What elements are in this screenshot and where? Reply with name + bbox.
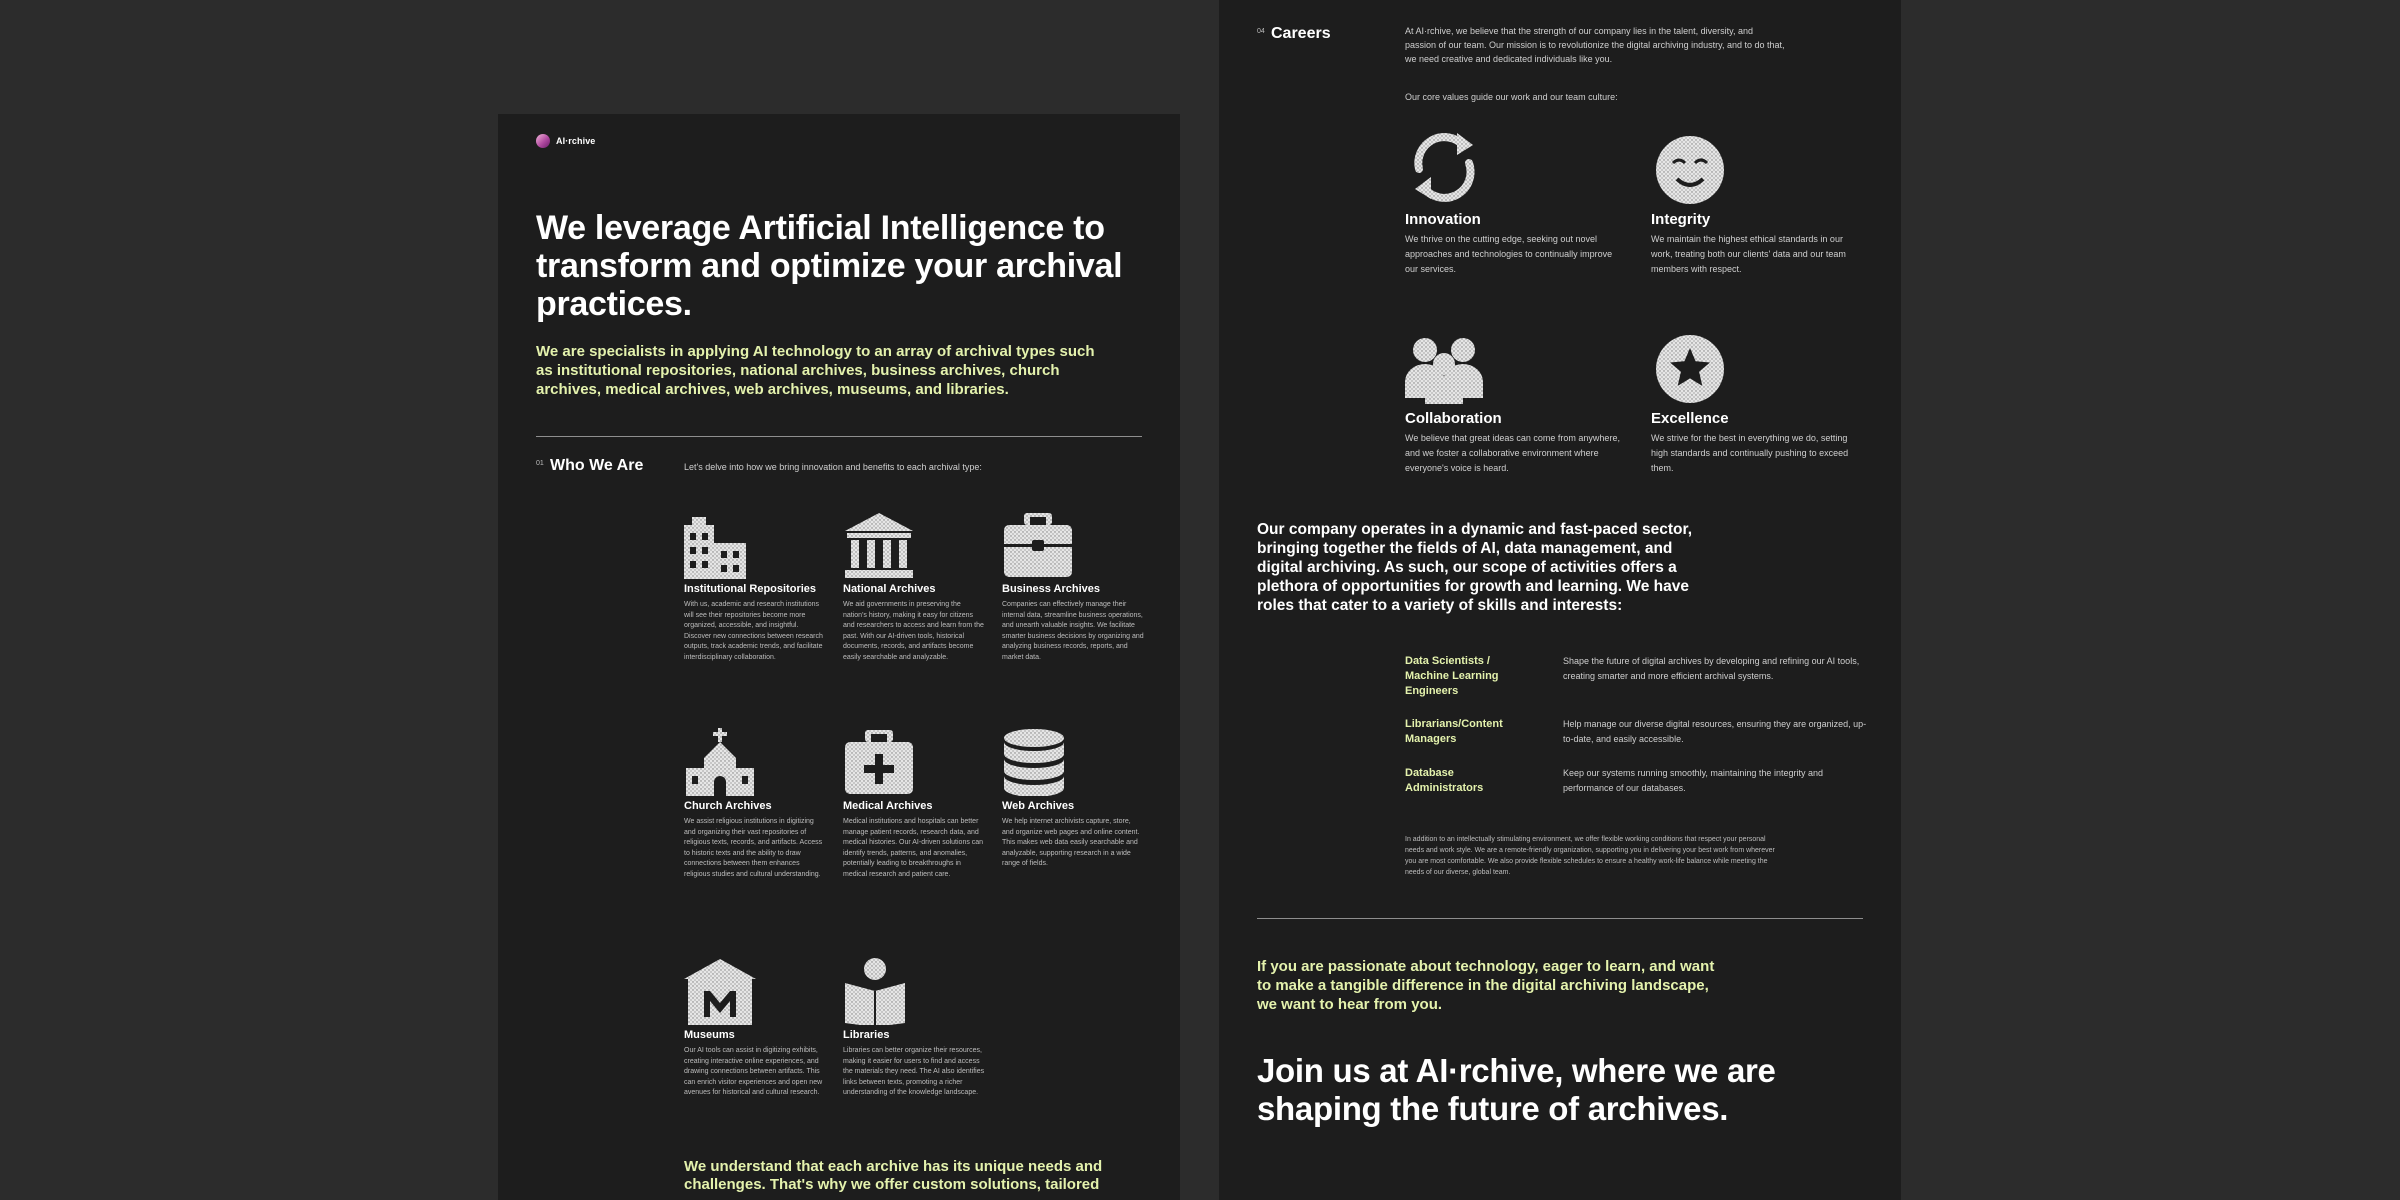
archive-description: With us, academic and research institutions will see their repositories become more organized, accessible, and insightful. Discover new connections between research outputs, track academic trends, and facilitate interdisciplinary collaboration.	[684, 601, 823, 661]
brand-logo[interactable]	[536, 134, 595, 148]
archive-church-archives	[684, 728, 826, 880]
archive-name: Institutional Repositories	[684, 583, 817, 595]
building-icon	[684, 511, 756, 579]
section-title: Careers	[1271, 25, 1331, 42]
cta-title: Join us at AI·rchive, where we are shaping the future of archives.	[1257, 1052, 1776, 1127]
archive-description: We assist religious institutions in digitizing and organizing their vast repositories of religious texts, records, and artifacts. Access to historic texts and the ability to draw connections between them enhances religious studies and cultural understanding.	[684, 818, 823, 878]
value-description: We strive for the best in everything we do, setting high standards and continually pushing to exceed them.	[1651, 433, 1849, 473]
values-intro: Our core values guide our work and our team culture:	[1405, 92, 1618, 102]
cta-subtitle: If you are passionate about technology, eager to learn, and want to make a tangible difference in the digital archiving landscape, we want to hear from you.	[1257, 958, 1715, 1013]
archive-description: Medical institutions and hospitals can better manage patient records, research data, and medical histories. Our AI-driven solutions can identify trends, patterns, and anomalies, potentially leading to breakthroughs in medical research and patient care.	[843, 818, 984, 878]
medical-kit-icon	[843, 728, 915, 796]
role-description: Help manage our diverse digital resources, ensuring they are organized, up-to-date, and easily accessible.	[1563, 719, 1867, 744]
team-icon	[1405, 326, 1483, 404]
company-statement: Our company operates in a dynamic and fast-paced sector, bringing together the fields of AI, data management, and digital archiving. As such, our scope of activities offers a plethora of opportunities for growth and learning. We have roles that cater to a variety of skills and interests:	[1257, 521, 1692, 614]
database-icon	[1002, 728, 1074, 796]
value-description: We thrive on the cutting edge, seeking out novel approaches and technologies to continually improve our services.	[1405, 234, 1613, 274]
value-integrity	[1651, 127, 1866, 277]
archive-description: We help internet archivists capture, store, and organize web pages and online content. This makes web data easily searchable and analyzable, supporting research in a wide range of fields.	[1002, 818, 1140, 867]
reader-icon	[843, 957, 915, 1025]
archive-institutional-repositories	[684, 511, 826, 663]
value-name: Collaboration	[1405, 410, 1502, 427]
careers-intro: At AI·rchive, we believe that the strength of our company lies in the talent, diversity, and passion of our team. Our mission is to revolutionize the digital archiving industry, and to do that, we need creative and dedicated individuals like you.	[1405, 26, 1785, 64]
brand-name: AI·rchive	[556, 136, 596, 146]
careers-page	[1219, 0, 1901, 1200]
benefits-text: In addition to an intellectually stimulating environment, we offer flexible working conditions that respect your personal needs and work style. We are a remote-friendly organization, supporting you in delivering your best work from wherever you are most comfortable. We also provide flexible schedules to ensure a healthy work-life balance while meeting the needs of our diverse, global team.	[1405, 836, 1775, 876]
museum-icon	[684, 957, 756, 1025]
value-description: We maintain the highest ethical standards in our work, treating both our clients' data and our team members with respect.	[1651, 234, 1846, 274]
archive-description: Libraries can better organize their resources, making it easier for users to find and access the materials they need. The AI also identifies links between texts, promoting a richer understanding of the knowledge landscape.	[843, 1047, 985, 1096]
value-collaboration	[1405, 326, 1620, 476]
who-we-are-page	[498, 114, 1180, 1200]
archive-national-archives	[843, 511, 985, 663]
section-number: 01	[536, 460, 544, 467]
archive-description: We aid governments in preserving the nation's history, making it easy for citizens and researchers to access and learn from the past. With our AI-driven tools, historical documents, records, and artifacts become easily searchable and analyzable.	[843, 601, 984, 661]
star-badge-icon	[1651, 326, 1729, 404]
value-name: Innovation	[1405, 211, 1481, 228]
archive-libraries	[843, 957, 985, 1099]
section-divider	[536, 436, 1142, 437]
archive-name: National Archives	[843, 583, 936, 595]
cycle-arrows-icon	[1405, 127, 1483, 205]
archive-web-archives	[1002, 728, 1144, 870]
value-description: We believe that great ideas can come from anywhere, and we foster a collaborative environment where everyone's voice is heard.	[1405, 433, 1620, 473]
hero-subtitle: We are specialists in applying AI technology to an array of archival types such as institutional repositories, national archives, business archives, church archives, medical archives, web archives, museums, and libraries.	[536, 343, 1095, 398]
archive-name: Libraries	[843, 1029, 890, 1041]
archive-name: Museums	[684, 1029, 735, 1041]
value-name: Integrity	[1651, 211, 1711, 228]
archive-name: Web Archives	[1002, 800, 1075, 812]
government-building-icon	[843, 511, 915, 579]
logo-icon	[536, 134, 550, 148]
archive-name: Medical Archives	[843, 800, 933, 812]
role-description: Shape the future of digital archives by developing and refining our AI tools, creating smarter and more efficient archival systems.	[1563, 656, 1860, 681]
smiling-face-icon	[1651, 127, 1729, 205]
section-intro: Let's delve into how we bring innovation and benefits to each archival type:	[684, 462, 982, 472]
archive-business-archives	[1002, 511, 1144, 663]
value-excellence	[1651, 326, 1866, 476]
section-divider	[1257, 918, 1863, 919]
role-title: Data Scientists / Machine Learning Engineers	[1405, 655, 1499, 697]
archive-description: Our AI tools can assist in digitizing exhibits, creating interactive online experiences, and drawing connections between artifacts. This can enrich visitor experiences and open new avenues for historical and cultural research.	[684, 1047, 823, 1096]
role-title: Database Administrators	[1405, 767, 1484, 794]
value-name: Excellence	[1651, 410, 1729, 427]
archive-description: Companies can effectively manage their internal data, streamline business operations, and unearth valuable insights. We facilitate smarter business decisions by organizing and analyzing business records, reports, and market data.	[1002, 601, 1144, 661]
custom-solutions-text: We understand that each archive has its unique needs and challenges. That's why we offer custom solutions, tailored	[684, 1158, 1103, 1193]
value-innovation	[1405, 127, 1620, 277]
archive-name: Church Archives	[684, 800, 772, 812]
archive-name: Business Archives	[1002, 583, 1101, 595]
archive-museums	[684, 957, 826, 1099]
section-number: 04	[1257, 28, 1265, 35]
briefcase-icon	[1002, 511, 1074, 579]
hero-title: We leverage Artificial Intelligence to transform and optimize your archival practices.	[536, 209, 1123, 323]
role-title: Librarians/Content Managers	[1405, 718, 1503, 745]
church-icon	[684, 728, 756, 796]
archive-medical-archives	[843, 728, 985, 880]
role-description: Keep our systems running smoothly, maintaining the integrity and performance of our databases.	[1563, 768, 1823, 793]
section-title: Who We Are	[550, 457, 644, 474]
